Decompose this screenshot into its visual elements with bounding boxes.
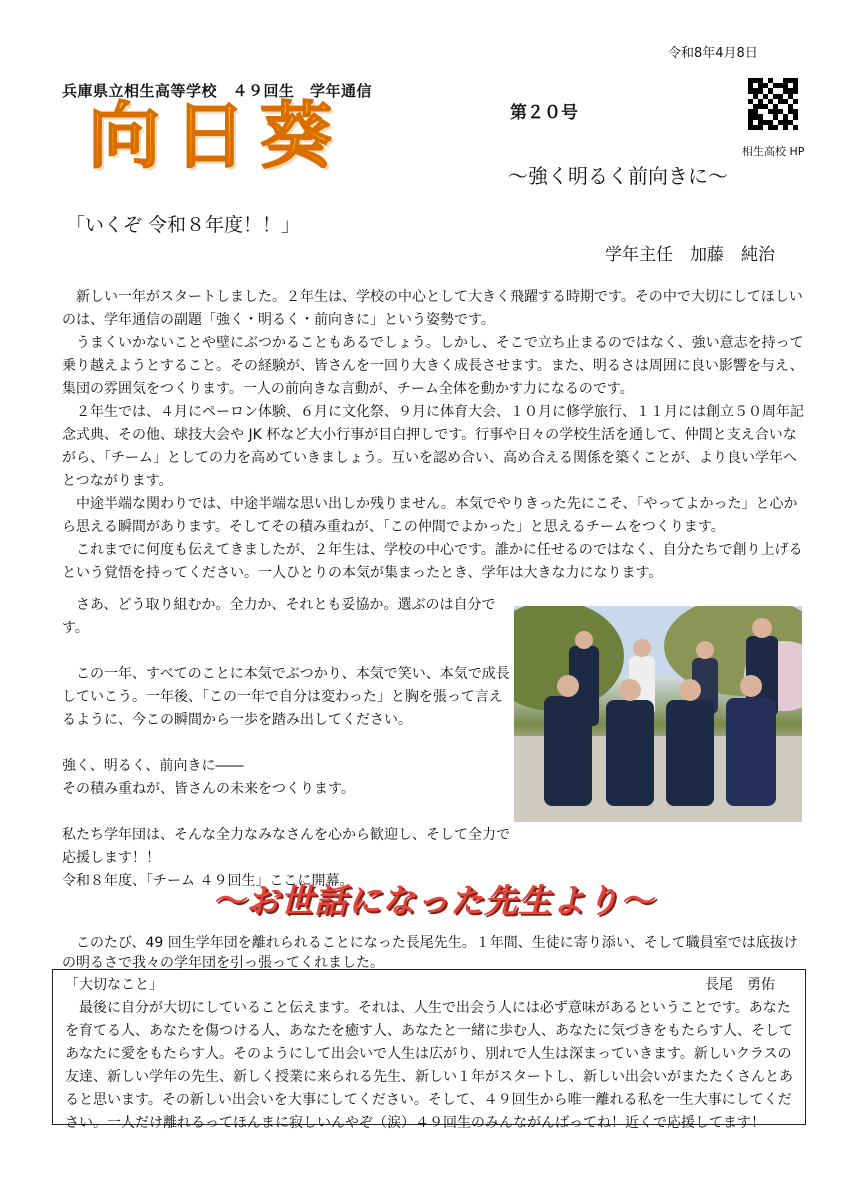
- farewell-box-text: 最後に自分が大切にしていること伝えます。それは、人生で出会う人には必ず意味があるということです。あなたを育てる人、あなたを傷つける人、あなたを癒す人、あなたと一緒に歩む人、あなたに気づきをもたらす人、そしてあなたに愛をもたらす人。そのようにして出会いで人生は広がり、別れで人生は深まっていきます。新しいクラスの友達、新しい学年の先生、新しく授業に来られる先生、新しい１年がスタートし、新しい出会いがまたたくさんとあると思います。その新しい出会いを大事にしてください。そして、４９回生から唯一離れる私を一生大事にしてください。一人だけ離れるってほんまに寂しいんやぞ（涙）４９回生のみんながんばってね！近くで応援してます！: [65, 1000, 793, 1131]
- qr-code-label: 相生高校 HP: [742, 145, 805, 158]
- group-photo-illustration: [514, 606, 802, 822]
- newsletter-masthead: 向日葵: [88, 94, 347, 178]
- column-spacer: [62, 801, 510, 824]
- column-paragraph: 私たち学年団は、そんな全力なみなさんを心から歓迎し、そして全力で応援します！！: [62, 827, 510, 866]
- qr-code-icon[interactable]: [748, 78, 798, 130]
- farewell-box-header: [65, 974, 795, 997]
- article-paragraph: 新しい一年がスタートしました。２年生は、学校の中心として大きく飛躍する時期です。その中で大切にしてほしいのは、学年通信の副題「強く・明るく・前向きに」という姿勢です。: [62, 289, 803, 328]
- farewell-box-title: 「大切なこと」: [65, 977, 163, 993]
- farewell-intro: [62, 933, 804, 973]
- farewell-section-title: ～お世話になった先生より～: [212, 881, 654, 920]
- column-paragraph: さあ、どう取り組むか。全力か、それとも妥協か。選ぶのは自分です。: [62, 597, 496, 636]
- issue-number: 第２０号: [510, 103, 578, 123]
- school-name: 兵庫県立相生高等学校 ４９回生 学年通信: [62, 82, 373, 100]
- issue-date: 令和8年4月8日: [668, 46, 758, 61]
- farewell-message-box: [52, 969, 806, 1131]
- article-headline: 「いくぞ 令和８年度！！」: [66, 214, 301, 236]
- column-paragraph: その積み重ねが、皆さんの未来をつくります。: [62, 781, 355, 797]
- column-spacer: [62, 640, 510, 663]
- column-spacer: [62, 732, 510, 755]
- article-paragraph: ２年生では、４月にペーロン体験、６月に文化祭、９月に体育大会、１０月に修学旅行、１１月には創立５０周年記念式典、その他、球技大会や JK 杯など大小行事が目白押しです。行事や日々の学校生活を通して、仲間と支え合いながら、「チーム」としての力を高めていきましょう。互いを認め合い、高め合える関係を築くことが、より良い学年へとつながります。: [62, 404, 804, 489]
- column-paragraph: 強く、明るく、前向きに――: [62, 758, 244, 774]
- column-paragraph: この一年、すべてのことに本気でぶつかり、本気で笑い、本気で成長していこう。一年後、「この一年で自分は変わった」と胸を張って言えるように、今この瞬間から一歩を踏み出してください。: [62, 666, 510, 728]
- article-paragraph: これまでに何度も伝えてきましたが、２年生は、学校の中心です。誰かに任せるのではなく、自分たちで創り上げるという覚悟を持ってください。一人ひとりの本気が集まったとき、学年は大きな力になります。: [62, 542, 803, 581]
- teachers-group-photo: [514, 606, 802, 822]
- article-body: [62, 286, 804, 585]
- newsletter-slogan: ～強く明るく前向きに～: [508, 164, 728, 188]
- article-left-column: [62, 594, 510, 893]
- farewell-box-author: 長尾 勇佑: [705, 977, 775, 993]
- farewell-intro-text: このたび、49 回生学年団を離れられることになった長尾先生。１年間、生徒に寄り添い、そして職員室では底抜けの明るさで我々の学年団を引っ張ってくれました。: [62, 935, 798, 971]
- article-paragraph: うまくいかないことや壁にぶつかることもあるでしょう。しかし、そこで立ち止まるのではなく、強い意志を持って乗り越えようとすること。その経験が、皆さんを一回り大きく成長させます。また、明るさは周囲に良い影響を与え、集団の雰囲気をつくります。一人の前向きな言動が、チーム全体を動かす力になるのです。: [62, 335, 804, 397]
- column-paragraph: 令和８年度、「チーム ４９回生」ここに開幕。: [62, 873, 354, 889]
- article-paragraph: 中途半端な関わりでは、中途半端な思い出しか残りません。本気でやりきった先にこそ、「やってよかった」と心から思える瞬間があります。そしてその積み重ねが、「この仲間でよかった」と思えるチームをつくります。: [62, 496, 798, 535]
- article-author: 学年主任 加藤 純治: [605, 245, 775, 265]
